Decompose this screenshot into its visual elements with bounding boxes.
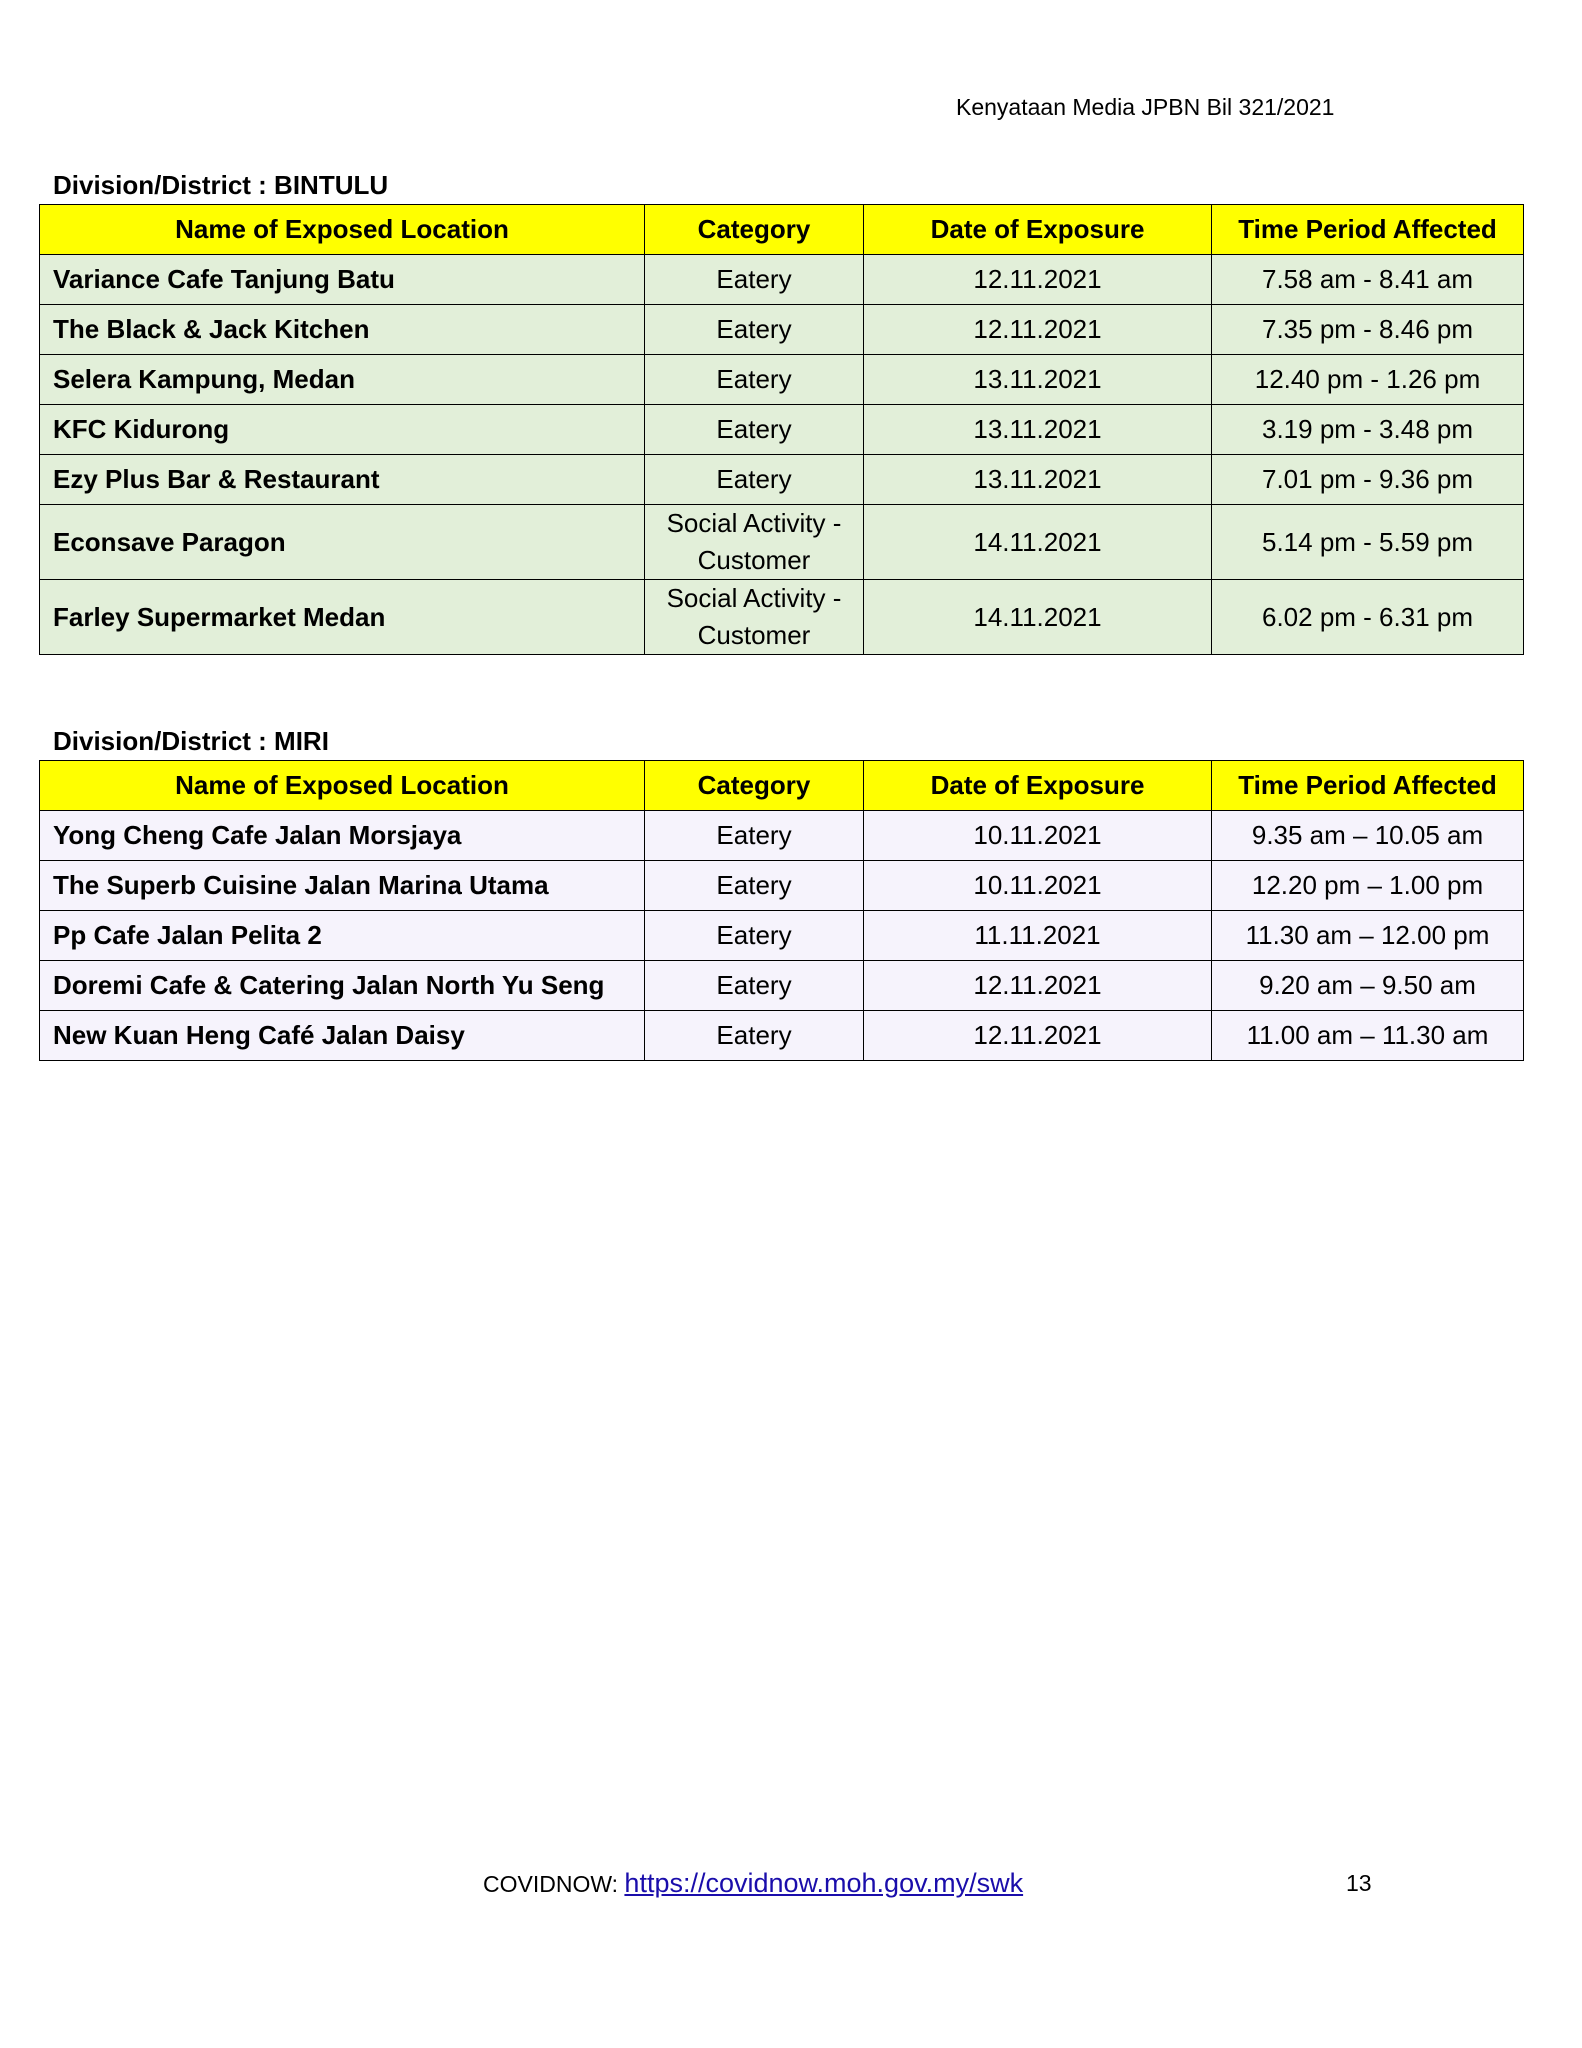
table-row (40, 405, 1524, 455)
location-cell: Pp Cafe Jalan Pelita 2 (40, 911, 645, 961)
table-row (40, 255, 1524, 305)
table-row (40, 505, 1524, 580)
date-cell: 10.11.2021 (864, 811, 1212, 861)
footer (483, 1868, 1023, 1899)
table-row (40, 580, 1524, 655)
date-cell: 10.11.2021 (864, 861, 1212, 911)
date-cell: 13.11.2021 (864, 405, 1212, 455)
division-label-bintulu: Division/District : BINTULU (53, 170, 389, 200)
date-cell: 12.11.2021 (864, 255, 1212, 305)
location-cell: Doremi Cafe & Catering Jalan North Yu Seng (40, 961, 645, 1011)
exposure-table-miri (39, 760, 1524, 1061)
category-cell: Eatery (645, 1011, 864, 1061)
category-cell: Eatery (645, 455, 864, 505)
category-cell: Eatery (645, 961, 864, 1011)
section-bintulu (39, 166, 1523, 655)
category-cell: Social Activity - Customer (645, 580, 864, 655)
location-cell: The Superb Cuisine Jalan Marina Utama (40, 861, 645, 911)
location-cell: New Kuan Heng Café Jalan Daisy (40, 1011, 645, 1061)
location-cell: The Black & Jack Kitchen (40, 305, 645, 355)
location-cell: KFC Kidurong (40, 405, 645, 455)
date-cell: 14.11.2021 (864, 580, 1212, 655)
category-cell: Social Activity - Customer (645, 505, 864, 580)
covidnow-link[interactable]: https://covidnow.moh.gov.my/swk (624, 1868, 1024, 1898)
time-cell: 5.14 pm - 5.59 pm (1212, 505, 1524, 580)
date-cell: 13.11.2021 (864, 455, 1212, 505)
category-cell: Eatery (645, 355, 864, 405)
column-header-category: Category (645, 761, 864, 811)
table-row (40, 961, 1524, 1011)
time-cell: 7.58 am - 8.41 am (1212, 255, 1524, 305)
section-miri (39, 722, 1523, 1061)
category-cell: Eatery (645, 911, 864, 961)
table-row (40, 1011, 1524, 1061)
column-header-category: Category (645, 205, 864, 255)
table-header-row (40, 205, 1524, 255)
document-reference: Kenyataan Media JPBN Bil 321/2021 (956, 94, 1335, 120)
date-cell: 13.11.2021 (864, 355, 1212, 405)
table-row (40, 911, 1524, 961)
time-cell: 12.40 pm - 1.26 pm (1212, 355, 1524, 405)
page-number: 13 (1346, 1870, 1372, 1896)
category-cell: Eatery (645, 811, 864, 861)
date-cell: 14.11.2021 (864, 505, 1212, 580)
time-cell: 9.35 am – 10.05 am (1212, 811, 1524, 861)
date-cell: 11.11.2021 (864, 911, 1212, 961)
table-row (40, 811, 1524, 861)
date-cell: 12.11.2021 (864, 305, 1212, 355)
category-cell: Eatery (645, 405, 864, 455)
column-header-location: Name of Exposed Location (40, 205, 645, 255)
date-cell: 12.11.2021 (864, 1011, 1212, 1061)
location-cell: Farley Supermarket Medan (40, 580, 645, 655)
category-cell: Eatery (645, 255, 864, 305)
column-header-date: Date of Exposure (864, 205, 1212, 255)
category-cell: Eatery (645, 305, 864, 355)
exposure-table-bintulu (39, 204, 1524, 655)
location-cell: Selera Kampung, Medan (40, 355, 645, 405)
time-cell: 3.19 pm - 3.48 pm (1212, 405, 1524, 455)
location-cell: Yong Cheng Cafe Jalan Morsjaya (40, 811, 645, 861)
time-cell: 12.20 pm – 1.00 pm (1212, 861, 1524, 911)
time-cell: 7.35 pm - 8.46 pm (1212, 305, 1524, 355)
table-row (40, 305, 1524, 355)
time-cell: 11.00 am – 11.30 am (1212, 1011, 1524, 1061)
column-header-date: Date of Exposure (864, 761, 1212, 811)
footer-label: COVIDNOW: (483, 1871, 625, 1897)
location-cell: Variance Cafe Tanjung Batu (40, 255, 645, 305)
time-cell: 6.02 pm - 6.31 pm (1212, 580, 1524, 655)
table-header-row (40, 761, 1524, 811)
location-cell: Ezy Plus Bar & Restaurant (40, 455, 645, 505)
table-row (40, 861, 1524, 911)
column-header-time: Time Period Affected (1212, 205, 1524, 255)
category-cell: Eatery (645, 861, 864, 911)
division-label-miri: Division/District : MIRI (53, 726, 329, 756)
table-row (40, 355, 1524, 405)
column-header-location: Name of Exposed Location (40, 761, 645, 811)
date-cell: 12.11.2021 (864, 961, 1212, 1011)
time-cell: 9.20 am – 9.50 am (1212, 961, 1524, 1011)
time-cell: 11.30 am – 12.00 pm (1212, 911, 1524, 961)
table-row (40, 455, 1524, 505)
column-header-time: Time Period Affected (1212, 761, 1524, 811)
time-cell: 7.01 pm - 9.36 pm (1212, 455, 1524, 505)
location-cell: Econsave Paragon (40, 505, 645, 580)
